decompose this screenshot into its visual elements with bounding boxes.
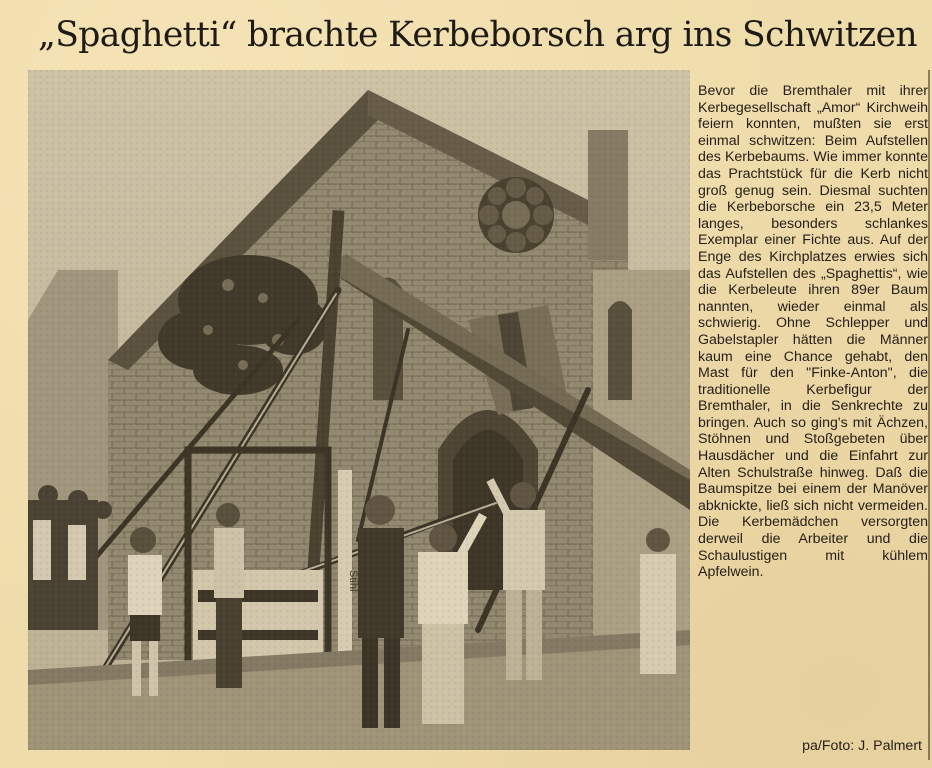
previous-article-fragment — [70, 0, 430, 10]
article-body: Bevor die Bremthaler mit ihrer Kerbegesellschaft „Amor“ Kirchweih feiern konnten, mußten sie erst einmal schwitzen: Beim Aufstellen des Kerbebaums. Wie immer konnte das Prachtstück für die Kerb nicht groß genug sein. Diesmal suchten die Kerbeborsche ein 23,5 Meter langes, besonders schlankes Exemplar einer Fichte aus. Auf der Enge des Kirchplatzes erwies sich das Aufstellen des „Spaghettis“, wie die Kerbeleute ihren 89er Baum nannten, wieder einmal als schwierig. Ohne Schlepper und Gabelstapler hätten die Männer kaum eine Chance gehabt, den Mast für den "Finke-Anton", die traditionelle Kerbefigur der Bremthaler, in die Senkrechte zu bringen. Auch so ging's mit Ächzen, Stöhnen und Stoßgebeten über Hausdächer und die Einfahrt zur Alten Schulstraße hinweg. Daß die Baumspitze bei einem der Manöver abknickte, ließ sich nicht vermeiden. Die Kerbemädchen versorgten derweil die Arbeiter und die Schaulustigen mit kühlem Apfelwein. — [698, 83, 928, 581]
article-photo — [28, 70, 690, 750]
photo-credit: pa/Foto: J. Palmert — [802, 738, 922, 754]
photo-illustration — [28, 70, 690, 750]
headline: „Spaghetti“ brachte Kerbeborsch arg ins Schwitzen — [38, 15, 918, 55]
column-rule — [928, 70, 930, 760]
